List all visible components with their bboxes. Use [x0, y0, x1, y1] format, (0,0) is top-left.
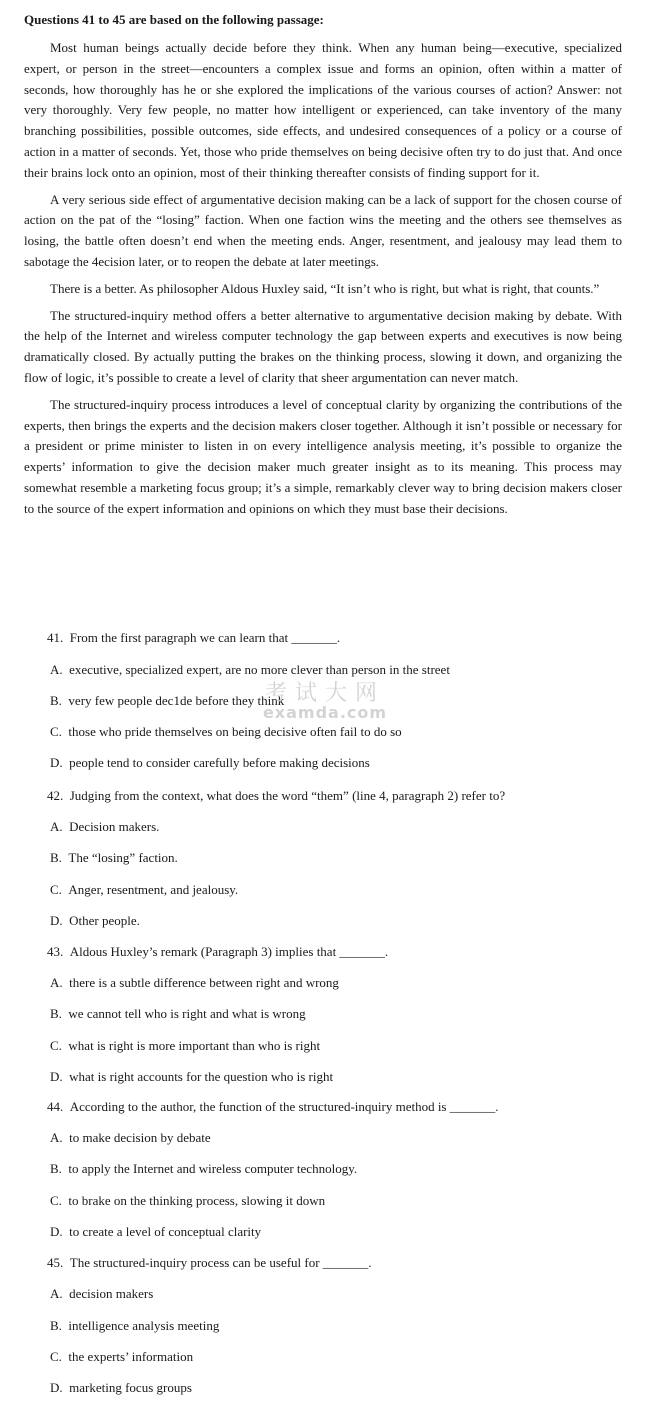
question-44-option-a[interactable]: A. to make decision by debate — [50, 1130, 211, 1145]
questions — [24, 0, 624, 1414]
passage-paragraph: There is a better. As philosopher Aldous Huxley said, “It isn’t who is right, but what is right, that counts.” — [50, 280, 600, 296]
question-42-option-a[interactable]: A. Decision makers. — [50, 819, 160, 834]
question-42-option-c[interactable]: C. Anger, resentment, and jealousy. — [50, 882, 239, 897]
question-43-option-d[interactable]: D. what is right accounts for the question who is right — [50, 1069, 334, 1084]
section-heading: Questions 41 to 45 are based on the following passage: — [24, 12, 324, 27]
question-41-stem: 41. From the first paragraph we can learn that _______. — [47, 630, 341, 645]
question-45-option-c[interactable]: C. the experts’ information — [50, 1349, 194, 1364]
passage-paragraph: Most human beings actually decide before they think. When any human being—executive, specialized expert, or person in the street—encounters a complex issue and forms an opinion, often within a matter of seconds, how thoroughly has he or she explored the implications of the various courses of action? Answer: not very thoroughly. Very few people, no matter how intelligent or experienced, can take inventory of the many branching possibilities, possible outcomes, side effects, and undesired consequences of a policy or a course of action in a matter of seconds. Yet, those who pride themselves on being decisive often try to do just that. And once their brains lock onto an opinion, most of their thinking thereafter consists of finding support for it. — [24, 40, 622, 180]
passage-paragraph: The structured-inquiry method offers a better alternative to argumentative decision making by debate. With the help of the Internet and wireless computer technology the gap between experts and executives is now being dramatically closed. By actually putting the brakes on the thinking process, slowing it down, and organizing the flow of logic, it’s possible to create a level of clarity that sheer argumentation can never match. — [24, 307, 622, 385]
question-45-option-b[interactable]: B. intelligence analysis meeting — [50, 1318, 220, 1333]
question-41-option-b[interactable]: B. very few people dec1de before they think — [50, 693, 285, 708]
passage-paragraph: The structured-inquiry process introduces a level of conceptual clarity by organizing the contributions of the experts, then brings the experts and the decision makers closer together. Although it isn’t possible or necessary for a president or prime minister to listen in on every intelligence analysis meeting, it’s possible to organize the experts’ information to give the decision maker much greater insight as to its meaning. This process may somewhat resemble a marketing focus group; it’s a simple, remarkably clever way to bring decision makers closer to the source of the expert information and opinions on which they must base their decisions. — [24, 396, 622, 516]
question-41-option-a[interactable]: A. executive, specialized expert, are no more clever than person in the street — [50, 662, 450, 677]
passage-paragraph: A very serious side effect of argumentative decision making can be a lack of support for the chosen course of action on the pat of the “losing” faction. When one faction wins the meeting and the others see themselves as losing, the battle often doesn’t end when the meeting ends. Anger, resentment, and jealousy may lead them to sabotage the 4ecision later, or to reopen the debate at later meetings. — [24, 191, 622, 269]
watermark-cn-text: 考试大网 — [264, 681, 385, 706]
question-42-option-b[interactable]: B. The “losing” faction. — [50, 850, 178, 865]
question-43-stem: 43. Aldous Huxley’s remark (Paragraph 3) implies that _______. — [47, 944, 389, 959]
question-44-option-b[interactable]: B. to apply the Internet and wireless computer technology. — [50, 1161, 358, 1176]
question-45-option-d[interactable]: D. marketing focus groups — [50, 1380, 192, 1395]
question-43-option-c[interactable]: C. what is right is more important than who is right — [50, 1038, 321, 1053]
watermark-en-text: examda.com — [262, 703, 388, 722]
question-43-option-a[interactable]: A. there is a subtle difference between right and wrong — [50, 975, 339, 990]
question-44-stem: 44. According to the author, the function of the structured-inquiry method is _______. — [47, 1099, 499, 1114]
question-41-option-d[interactable]: D. people tend to consider carefully before making decisions — [50, 755, 370, 770]
question-44-option-d[interactable]: D. to create a level of conceptual clarity — [50, 1224, 262, 1239]
question-43-option-b[interactable]: B. we cannot tell who is right and what is wrong — [50, 1006, 306, 1021]
question-45-option-a[interactable]: A. decision makers — [50, 1286, 154, 1301]
question-41-option-c[interactable]: C. those who pride themselves on being decisive often fail to do so — [50, 724, 402, 739]
question-45-stem: 45. The structured-inquiry process can be useful for _______. — [47, 1255, 372, 1270]
question-44-option-c[interactable]: C. to brake on the thinking process, slowing it down — [50, 1193, 326, 1208]
question-42-option-d[interactable]: D. Other people. — [50, 913, 140, 928]
question-42-stem: 42. Judging from the context, what does the word “them” (line 4, paragraph 2) refer to? — [47, 788, 506, 803]
